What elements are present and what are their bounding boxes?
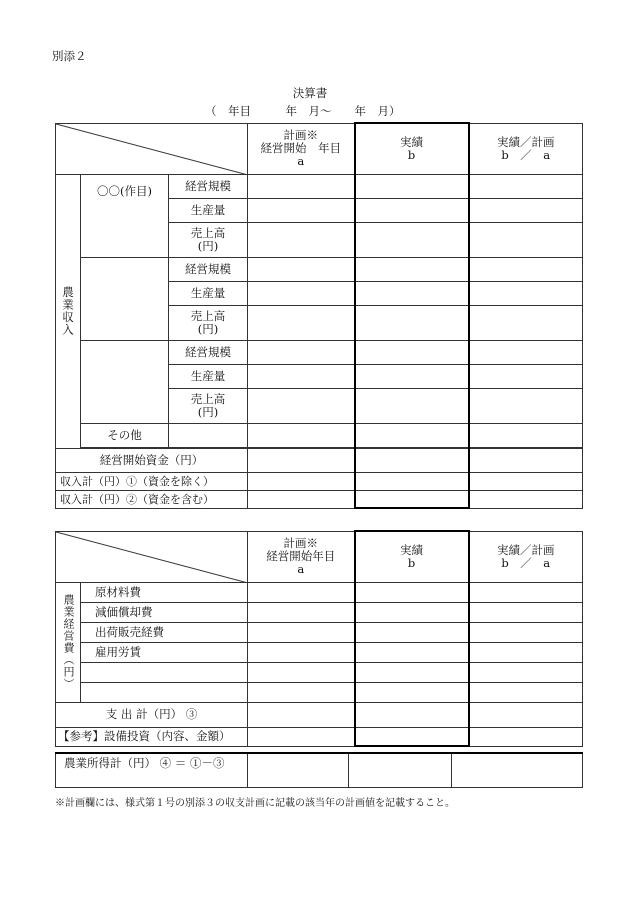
input-cell[interactable] — [355, 388, 469, 423]
output-label: 生産量 — [169, 281, 248, 305]
actual-header: 実績 b — [355, 531, 469, 582]
input-cell[interactable] — [469, 281, 583, 305]
input-cell[interactable] — [355, 257, 469, 281]
input-cell[interactable] — [248, 448, 355, 472]
crop-name-blank[interactable] — [81, 257, 169, 340]
input-cell[interactable] — [248, 340, 355, 364]
document-title: 決算書 — [292, 86, 328, 100]
plan-header: 計画※ 経営開始年目 a — [248, 531, 355, 582]
input-cell[interactable] — [355, 281, 469, 305]
expense-row-label[interactable] — [81, 662, 248, 682]
input-cell[interactable] — [355, 682, 469, 702]
input-cell[interactable] — [355, 727, 469, 746]
footnote: ※計画欄には、様式第１号の別添３の収支計画に記載の該当年の計画値を記載すること。 — [55, 798, 455, 809]
corner-cell — [56, 531, 248, 582]
input-cell[interactable] — [248, 582, 355, 602]
input-cell[interactable] — [355, 222, 469, 257]
scale-label: 経営規模 — [169, 257, 248, 281]
input-cell[interactable] — [355, 602, 469, 622]
ratio-header: 実績／計画 b ／ a — [469, 123, 583, 174]
input-cell[interactable] — [469, 198, 583, 222]
input-cell[interactable] — [469, 340, 583, 364]
input-cell[interactable] — [355, 423, 469, 447]
diagonal-line — [56, 124, 248, 175]
input-cell[interactable] — [469, 257, 583, 281]
input-cell[interactable] — [469, 622, 583, 642]
sales-label: 売上高 (円) — [169, 305, 248, 340]
input-cell[interactable] — [248, 281, 355, 305]
ratio-header: 実績／計画 b ／ a — [469, 531, 583, 582]
input-cell[interactable] — [355, 448, 469, 472]
input-cell[interactable] — [248, 622, 355, 642]
input-cell[interactable] — [248, 727, 355, 746]
input-cell[interactable] — [355, 662, 469, 682]
farm-income-side-label: 農業収入 — [56, 174, 81, 448]
input-cell[interactable] — [355, 622, 469, 642]
input-cell[interactable] — [469, 727, 583, 746]
crop-name: 〇〇(作目) — [81, 174, 169, 257]
input-cell[interactable] — [248, 702, 355, 727]
farm-income-table — [55, 752, 583, 788]
income-table — [55, 122, 583, 509]
output-label: 生産量 — [169, 364, 248, 388]
input-cell[interactable] — [248, 753, 349, 787]
input-cell[interactable] — [248, 602, 355, 622]
input-cell[interactable] — [355, 340, 469, 364]
output-label: 生産量 — [169, 198, 248, 222]
period-line: （ 年目 年 月～ 年 月） — [205, 104, 401, 118]
input-cell[interactable] — [469, 174, 583, 198]
input-cell[interactable] — [355, 174, 469, 198]
input-cell[interactable] — [248, 364, 355, 388]
input-cell[interactable] — [469, 388, 583, 423]
input-cell[interactable] — [469, 662, 583, 682]
input-cell[interactable] — [248, 642, 355, 662]
diagonal-line — [56, 532, 248, 583]
input-cell[interactable] — [349, 753, 452, 787]
input-cell[interactable] — [355, 198, 469, 222]
input-cell[interactable] — [469, 702, 583, 727]
input-cell[interactable] — [469, 490, 583, 508]
actual-header: 実績 b — [355, 123, 469, 174]
input-cell[interactable] — [248, 388, 355, 423]
reference-investment-label: 【参考】設備投資（内容、金額） — [56, 727, 248, 746]
input-cell[interactable] — [469, 642, 583, 662]
input-cell[interactable] — [355, 305, 469, 340]
input-cell[interactable] — [248, 472, 355, 490]
input-cell[interactable] — [469, 602, 583, 622]
input-cell[interactable] — [248, 305, 355, 340]
input-cell[interactable] — [248, 490, 355, 508]
total-excluding-fund-label: 収入計（円）①（資金を除く） — [56, 472, 248, 490]
sales-label: 売上高 (円) — [169, 388, 248, 423]
farm-expense-side-label: 農業経営費（円） — [56, 582, 81, 702]
input-cell[interactable] — [469, 682, 583, 702]
input-cell[interactable] — [355, 702, 469, 727]
attachment-label: 別添２ — [52, 49, 87, 63]
input-cell[interactable] — [248, 198, 355, 222]
plan-header: 計画※ 経営開始 年目 a — [248, 123, 355, 174]
total-including-fund-label: 収入計（円）②（資金を含む） — [56, 490, 248, 508]
input-cell[interactable] — [169, 423, 248, 447]
expense-row-label: 減価償却費 — [81, 602, 248, 622]
input-cell[interactable] — [469, 364, 583, 388]
input-cell[interactable] — [248, 662, 355, 682]
input-cell[interactable] — [355, 582, 469, 602]
input-cell[interactable] — [248, 222, 355, 257]
input-cell[interactable] — [355, 364, 469, 388]
crop-name-blank[interactable] — [81, 340, 169, 423]
sales-label: 売上高 (円) — [169, 222, 248, 257]
input-cell[interactable] — [469, 448, 583, 472]
input-cell[interactable] — [469, 423, 583, 447]
input-cell[interactable] — [469, 472, 583, 490]
corner-cell — [56, 123, 248, 174]
input-cell[interactable] — [248, 423, 355, 447]
expense-total-label: 支 出 計（円） ③ — [56, 702, 248, 727]
input-cell[interactable] — [248, 257, 355, 281]
input-cell[interactable] — [469, 222, 583, 257]
input-cell[interactable] — [469, 582, 583, 602]
input-cell[interactable] — [355, 472, 469, 490]
scale-label: 経営規模 — [169, 340, 248, 364]
expense-row-label[interactable] — [81, 682, 248, 702]
other-label: その他 — [81, 423, 169, 447]
input-cell[interactable] — [355, 490, 469, 508]
start-fund-label: 経営開始資金（円） — [56, 448, 248, 472]
scale-label: 経営規模 — [169, 174, 248, 198]
input-cell[interactable] — [248, 682, 355, 702]
input-cell[interactable] — [452, 753, 583, 787]
input-cell[interactable] — [469, 305, 583, 340]
input-cell[interactable] — [248, 174, 355, 198]
expense-row-label: 雇用労賃 — [81, 642, 248, 662]
expense-row-label: 原材料費 — [81, 582, 248, 602]
expense-row-label: 出荷販売経費 — [81, 622, 248, 642]
farm-income-label: 農業所得計（円） ④ ＝ ①－③ — [56, 753, 248, 787]
expense-table — [55, 530, 583, 747]
input-cell[interactable] — [355, 642, 469, 662]
